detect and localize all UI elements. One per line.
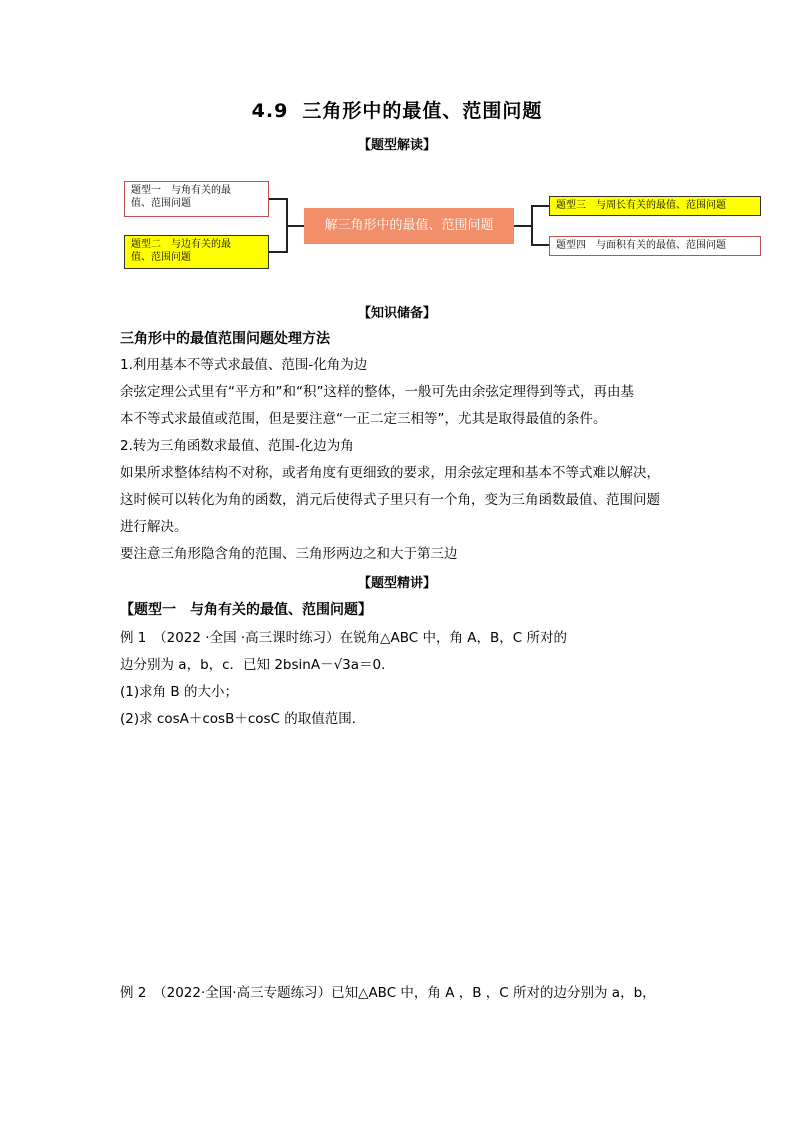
knowledge-paragraph: 这时候可以转化为角的函数，消元后使得式子里只有一个角，变为三角函数最值、范围问题 — [120, 492, 660, 508]
mindmap-node-type3: 题型三 与周长有关的最值、范围问题 — [549, 196, 761, 216]
mindmap-node-type4: 题型四 与面积有关的最值、范围问题 — [549, 236, 761, 256]
example1-question1: (1)求角 B 的大小； — [120, 684, 238, 700]
knowledge-method2-title: 2.转为三角函数求最值、范围-化边为角 — [120, 438, 354, 454]
example1-text: 例 1 （2022 ·全国 ·高三课时练习）在锐角△ABC 中，角 A，B，C 所对的 — [120, 630, 568, 646]
node-line: 值、范围问题 — [131, 198, 191, 209]
type1-heading: 【题型一 与角有关的最值、范围问题】 — [120, 602, 372, 618]
connector — [531, 205, 549, 207]
knowledge-paragraph: 本不等式求最值或范围，但是要注意“一正二定三相等”，尤其是取得最值的条件。 — [120, 411, 607, 427]
connector — [269, 198, 287, 200]
knowledge-paragraph: 余弦定理公式里有“平方和”和“积”这样的整体，一般可先由余弦定理得到等式，再由基 — [120, 384, 634, 400]
page-title — [0, 96, 794, 123]
node-line: 题型一 与角有关的最 — [131, 185, 231, 196]
mindmap-node-type2 — [124, 235, 269, 269]
connector — [286, 225, 304, 227]
mindmap-center-node: 解三角形中的最值、范围问题 — [304, 208, 514, 244]
connector — [531, 244, 549, 246]
connector — [514, 225, 532, 227]
knowledge-paragraph: 进行解决。 — [120, 519, 188, 535]
section-number: 4.9 — [251, 100, 289, 122]
section-heading-interpret: 【题型解读】 — [357, 138, 436, 153]
node-line: 题型二 与边有关的最 — [131, 239, 231, 250]
section-heading-knowledge: 【知识储备】 — [357, 306, 436, 321]
title-text: 三角形中的最值、范围问题 — [302, 100, 543, 122]
knowledge-heading: 三角形中的最值范围问题处理方法 — [120, 331, 330, 347]
example2-text: 例 2 （2022·全国·高三专题练习）已知△ABC 中，角 A ，B ，C 所对的边分别为 a，b， — [120, 985, 656, 1001]
knowledge-paragraph: 如果所求整体结构不对称，或者角度有更细致的要求，用余弦定理和基本不等式难以解决， — [120, 465, 660, 481]
example1-text: 边分别为 a，b，c．已知 2bsinA－√3a＝0． — [120, 657, 395, 673]
node-line: 值、范围问题 — [131, 252, 191, 263]
connector — [269, 251, 287, 253]
mindmap-node-type1 — [124, 181, 269, 217]
example1-question2: (2)求 cosA＋cosB＋cosC 的取值范围． — [120, 711, 366, 727]
knowledge-method1-title: 1.利用基本不等式求最值、范围-化角为边 — [120, 357, 368, 373]
connector — [531, 205, 533, 246]
knowledge-note: 要注意三角形隐含角的范围、三角形两边之和大于第三边 — [120, 546, 458, 562]
section-heading-lecture: 【题型精讲】 — [357, 576, 436, 591]
